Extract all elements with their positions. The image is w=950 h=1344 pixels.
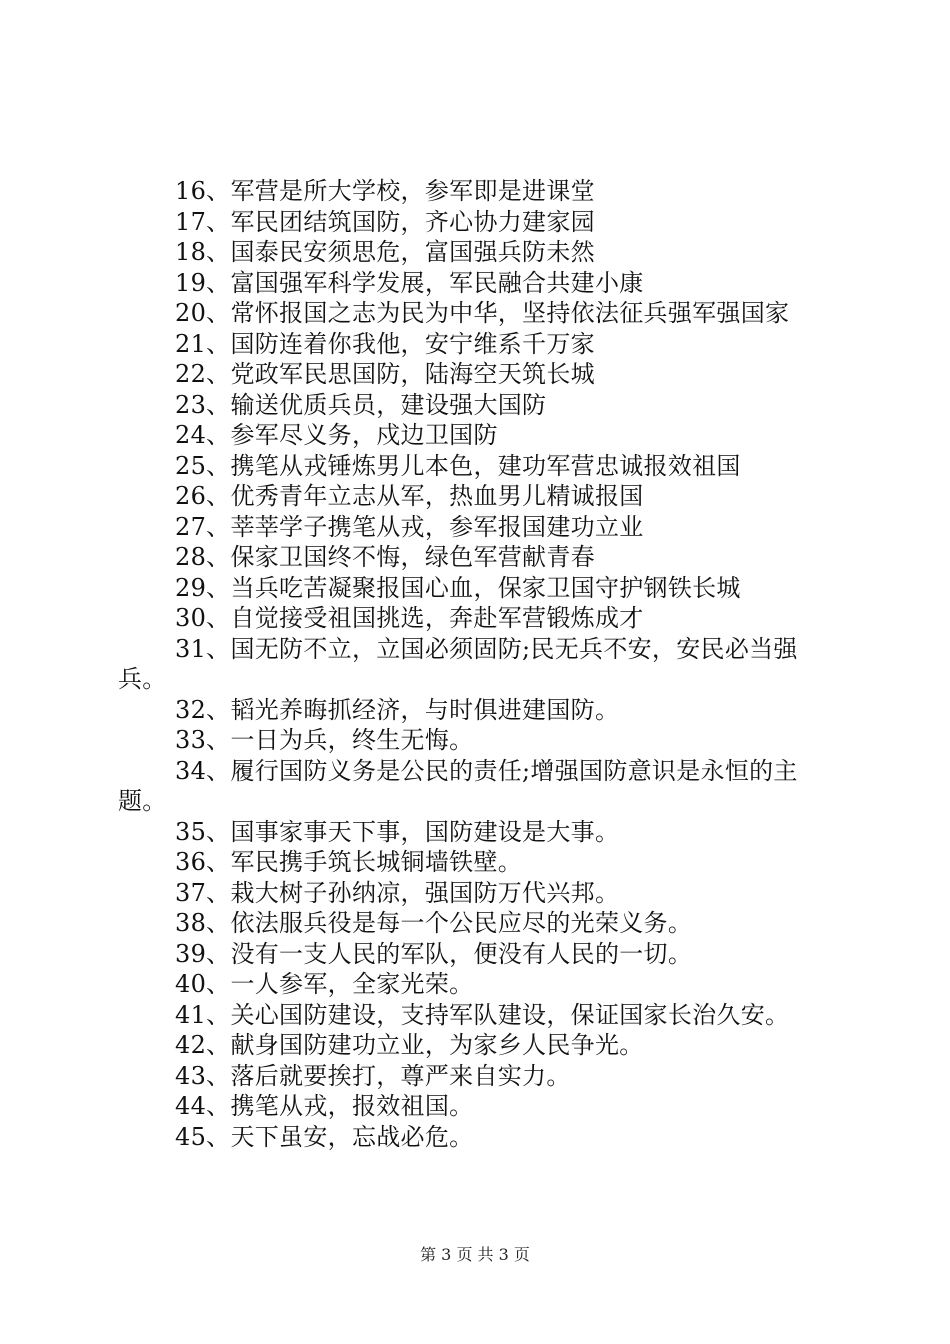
- slogan-item: 39、没有一支人民的军队，便没有人民的一切。: [175, 939, 693, 968]
- slogan-item: 21、国防连着你我他，安宁维系千万家: [175, 329, 595, 358]
- slogan-item: 19、富国强军科学发展，军民融合共建小康: [175, 268, 644, 297]
- slogan-item: 31、国无防不立，立国必须固防;民无兵不安，安民必当强兵。: [118, 634, 798, 693]
- slogan-item: 16、军营是所大学校，参军即是进课堂: [175, 177, 595, 205]
- slogan-item: 18、国泰民安须思危，富国强兵防未然: [175, 238, 595, 266]
- page-footer: 第 3 页 共 3 页: [420, 1245, 530, 1264]
- slogan-item: 30、自觉接受祖国挑选，奔赴军营锻炼成才: [175, 604, 644, 632]
- slogan-item: 28、保家卫国终不悔，绿色军营献青春: [175, 543, 595, 571]
- slogan-item: 22、党政军民思国防，陆海空天筑长城: [175, 360, 595, 388]
- slogan-item: 17、军民团结筑国防，齐心协力建家园: [175, 207, 595, 236]
- slogan-item: 34、履行国防义务是公民的责任;增强国防意识是永恒的主题。: [118, 756, 798, 815]
- slogan-item: 45、天下虽安，忘战必危。: [175, 1122, 474, 1151]
- slogan-item: 36、军民携手筑长城铜墙铁壁。: [175, 848, 523, 876]
- slogan-item: 23、输送优质兵员，建设强大国防: [175, 390, 547, 419]
- slogan-item: 38、依法服兵役是每一个公民应尽的光荣义务。: [175, 909, 693, 937]
- slogan-item: 27、莘莘学子携笔从戎，参军报国建功立业: [175, 512, 644, 541]
- slogan-item: 20、常怀报国之志为民为中华，坚持依法征兵强军强国家: [175, 299, 790, 327]
- slogan-item: 37、栽大树子孙纳凉，强国防万代兴邦。: [175, 878, 620, 907]
- slogan-item: 26、优秀青年立志从军，热血男儿精诚报国: [175, 482, 644, 510]
- slogan-list: [118, 176, 838, 1152]
- slogan-item: 43、落后就要挨打，尊严来自实力。: [175, 1061, 571, 1090]
- slogan-item: 25、携笔从戎锤炼男儿本色，建功军营忠诚报效祖国: [175, 451, 741, 480]
- slogan-item: 44、携笔从戎，报效祖国。: [175, 1092, 474, 1120]
- slogan-item: 32、韬光养晦抓经济，与时俱进建国防。: [175, 695, 620, 724]
- slogan-item: 40、一人参军，全家光荣。: [175, 970, 474, 998]
- slogan-item: 33、一日为兵，终生无悔。: [175, 726, 474, 754]
- slogan-item: 42、献身国防建功立业，为家乡人民争光。: [175, 1031, 644, 1059]
- slogan-item: 29、当兵吃苦凝聚报国心血，保家卫国守护钢铁长城: [175, 573, 741, 602]
- slogan-item: 24、参军尽义务，戍边卫国防: [175, 421, 498, 449]
- slogan-item: 35、国事家事天下事，国防建设是大事。: [175, 817, 620, 846]
- slogan-item: 41、关心国防建设，支持军队建设，保证国家长治久安。: [175, 1000, 790, 1029]
